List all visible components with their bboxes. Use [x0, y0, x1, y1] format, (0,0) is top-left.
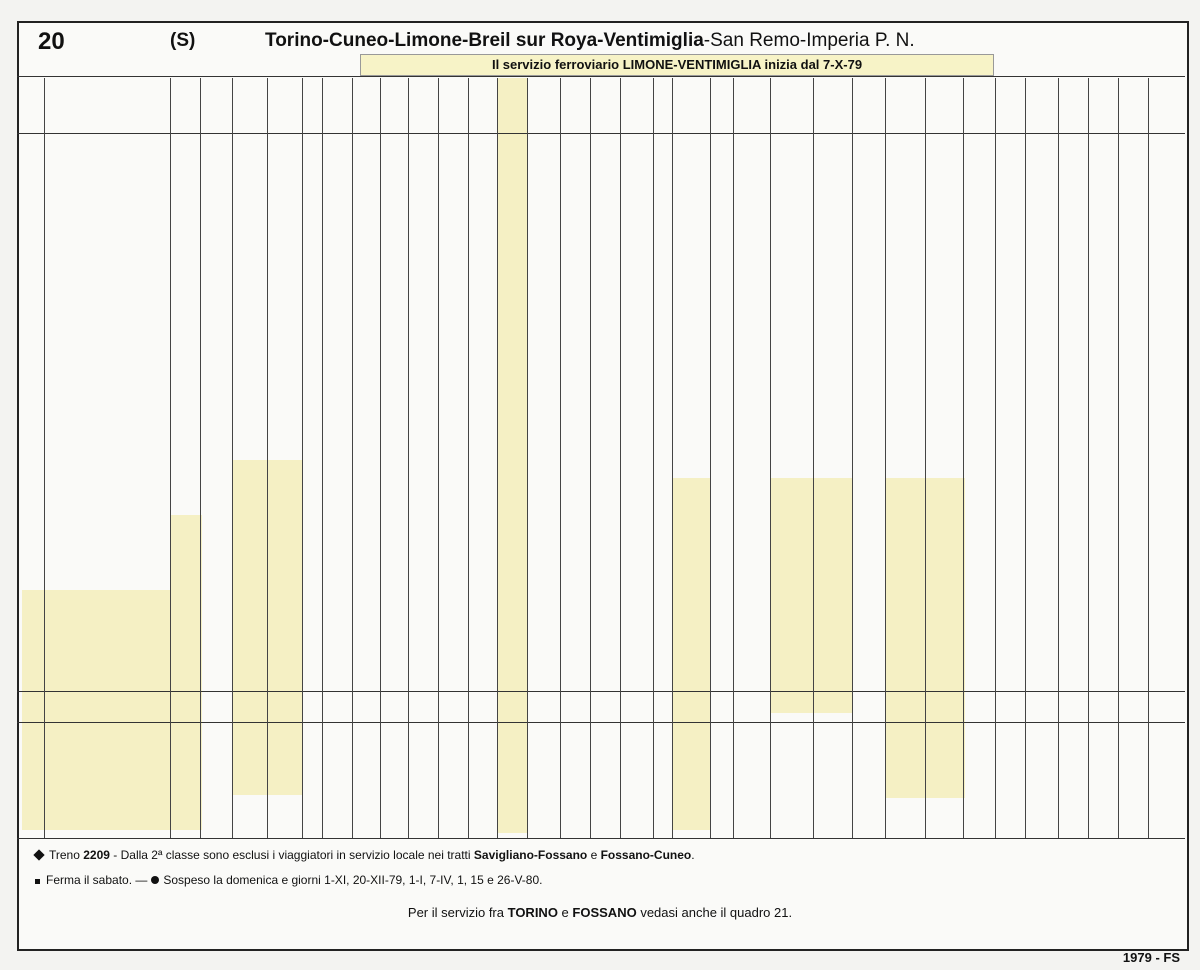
column-divider	[322, 78, 323, 838]
column-divider	[170, 78, 171, 838]
highlight-band	[770, 478, 852, 713]
highlight-band	[497, 78, 527, 833]
breil-divider	[17, 691, 1185, 692]
column-divider	[620, 78, 621, 838]
column-divider	[1025, 78, 1026, 838]
footnote-symbols: Ferma il sabato. — Sospeso la domenica e giorni 1-XI, 20-XII-79, 1-I, 7-IV, 1, 15 e 26-V-80.	[35, 873, 542, 887]
column-divider	[232, 78, 233, 838]
table-number: 20	[38, 28, 65, 55]
column-divider	[267, 78, 268, 838]
column-divider	[200, 78, 201, 838]
footnote-2209: Treno 2209 - Dalla 2ª classe sono esclusi i viaggiatori in servizio locale nei tratti Savigliano-Fossano e Fossano-Cuneo.	[35, 848, 695, 862]
column-divider	[408, 78, 409, 838]
column-divider	[672, 78, 673, 838]
column-divider	[710, 78, 711, 838]
column-divider	[44, 78, 45, 838]
page-title	[265, 30, 915, 52]
column-divider	[925, 78, 926, 838]
column-divider	[813, 78, 814, 838]
column-divider	[733, 78, 734, 838]
column-divider	[302, 78, 303, 838]
title-route: Torino-Cuneo-Limone-Breil sur Roya-Ventimiglia	[265, 30, 704, 51]
diamond-icon	[33, 849, 44, 860]
column-divider	[1118, 78, 1119, 838]
column-divider	[438, 78, 439, 838]
dot-icon	[151, 876, 159, 884]
nice-divider	[17, 722, 1185, 723]
column-divider	[995, 78, 996, 838]
service-notice: Il servizio ferroviario LIMONE-VENTIMIGLIA inizia dal 7-X-79	[360, 54, 994, 76]
title-extension: -San Remo-Imperia P. N.	[703, 30, 915, 51]
column-divider	[653, 78, 654, 838]
column-divider	[1088, 78, 1089, 838]
header-divider	[17, 76, 1185, 77]
column-divider	[527, 78, 528, 838]
column-divider	[497, 78, 498, 838]
column-divider	[885, 78, 886, 838]
column-divider	[1148, 78, 1149, 838]
table-marker: (S)	[170, 30, 196, 51]
column-divider	[380, 78, 381, 838]
column-divider	[770, 78, 771, 838]
square-icon	[35, 879, 40, 884]
column-divider	[590, 78, 591, 838]
year-tag: 1979 - FS	[1122, 950, 1180, 965]
column-divider	[963, 78, 964, 838]
column-divider	[560, 78, 561, 838]
column-divider	[468, 78, 469, 838]
footnote-torino-fossano: Per il servizio fra TORINO e FOSSANO vedasi anche il quadro 21.	[407, 905, 793, 920]
column-divider	[352, 78, 353, 838]
highlight-band	[170, 515, 202, 830]
column-divider	[852, 78, 853, 838]
column-header-divider	[17, 133, 1185, 134]
column-divider	[1058, 78, 1059, 838]
table-bottom	[17, 838, 1185, 839]
highlight-band	[672, 478, 710, 830]
